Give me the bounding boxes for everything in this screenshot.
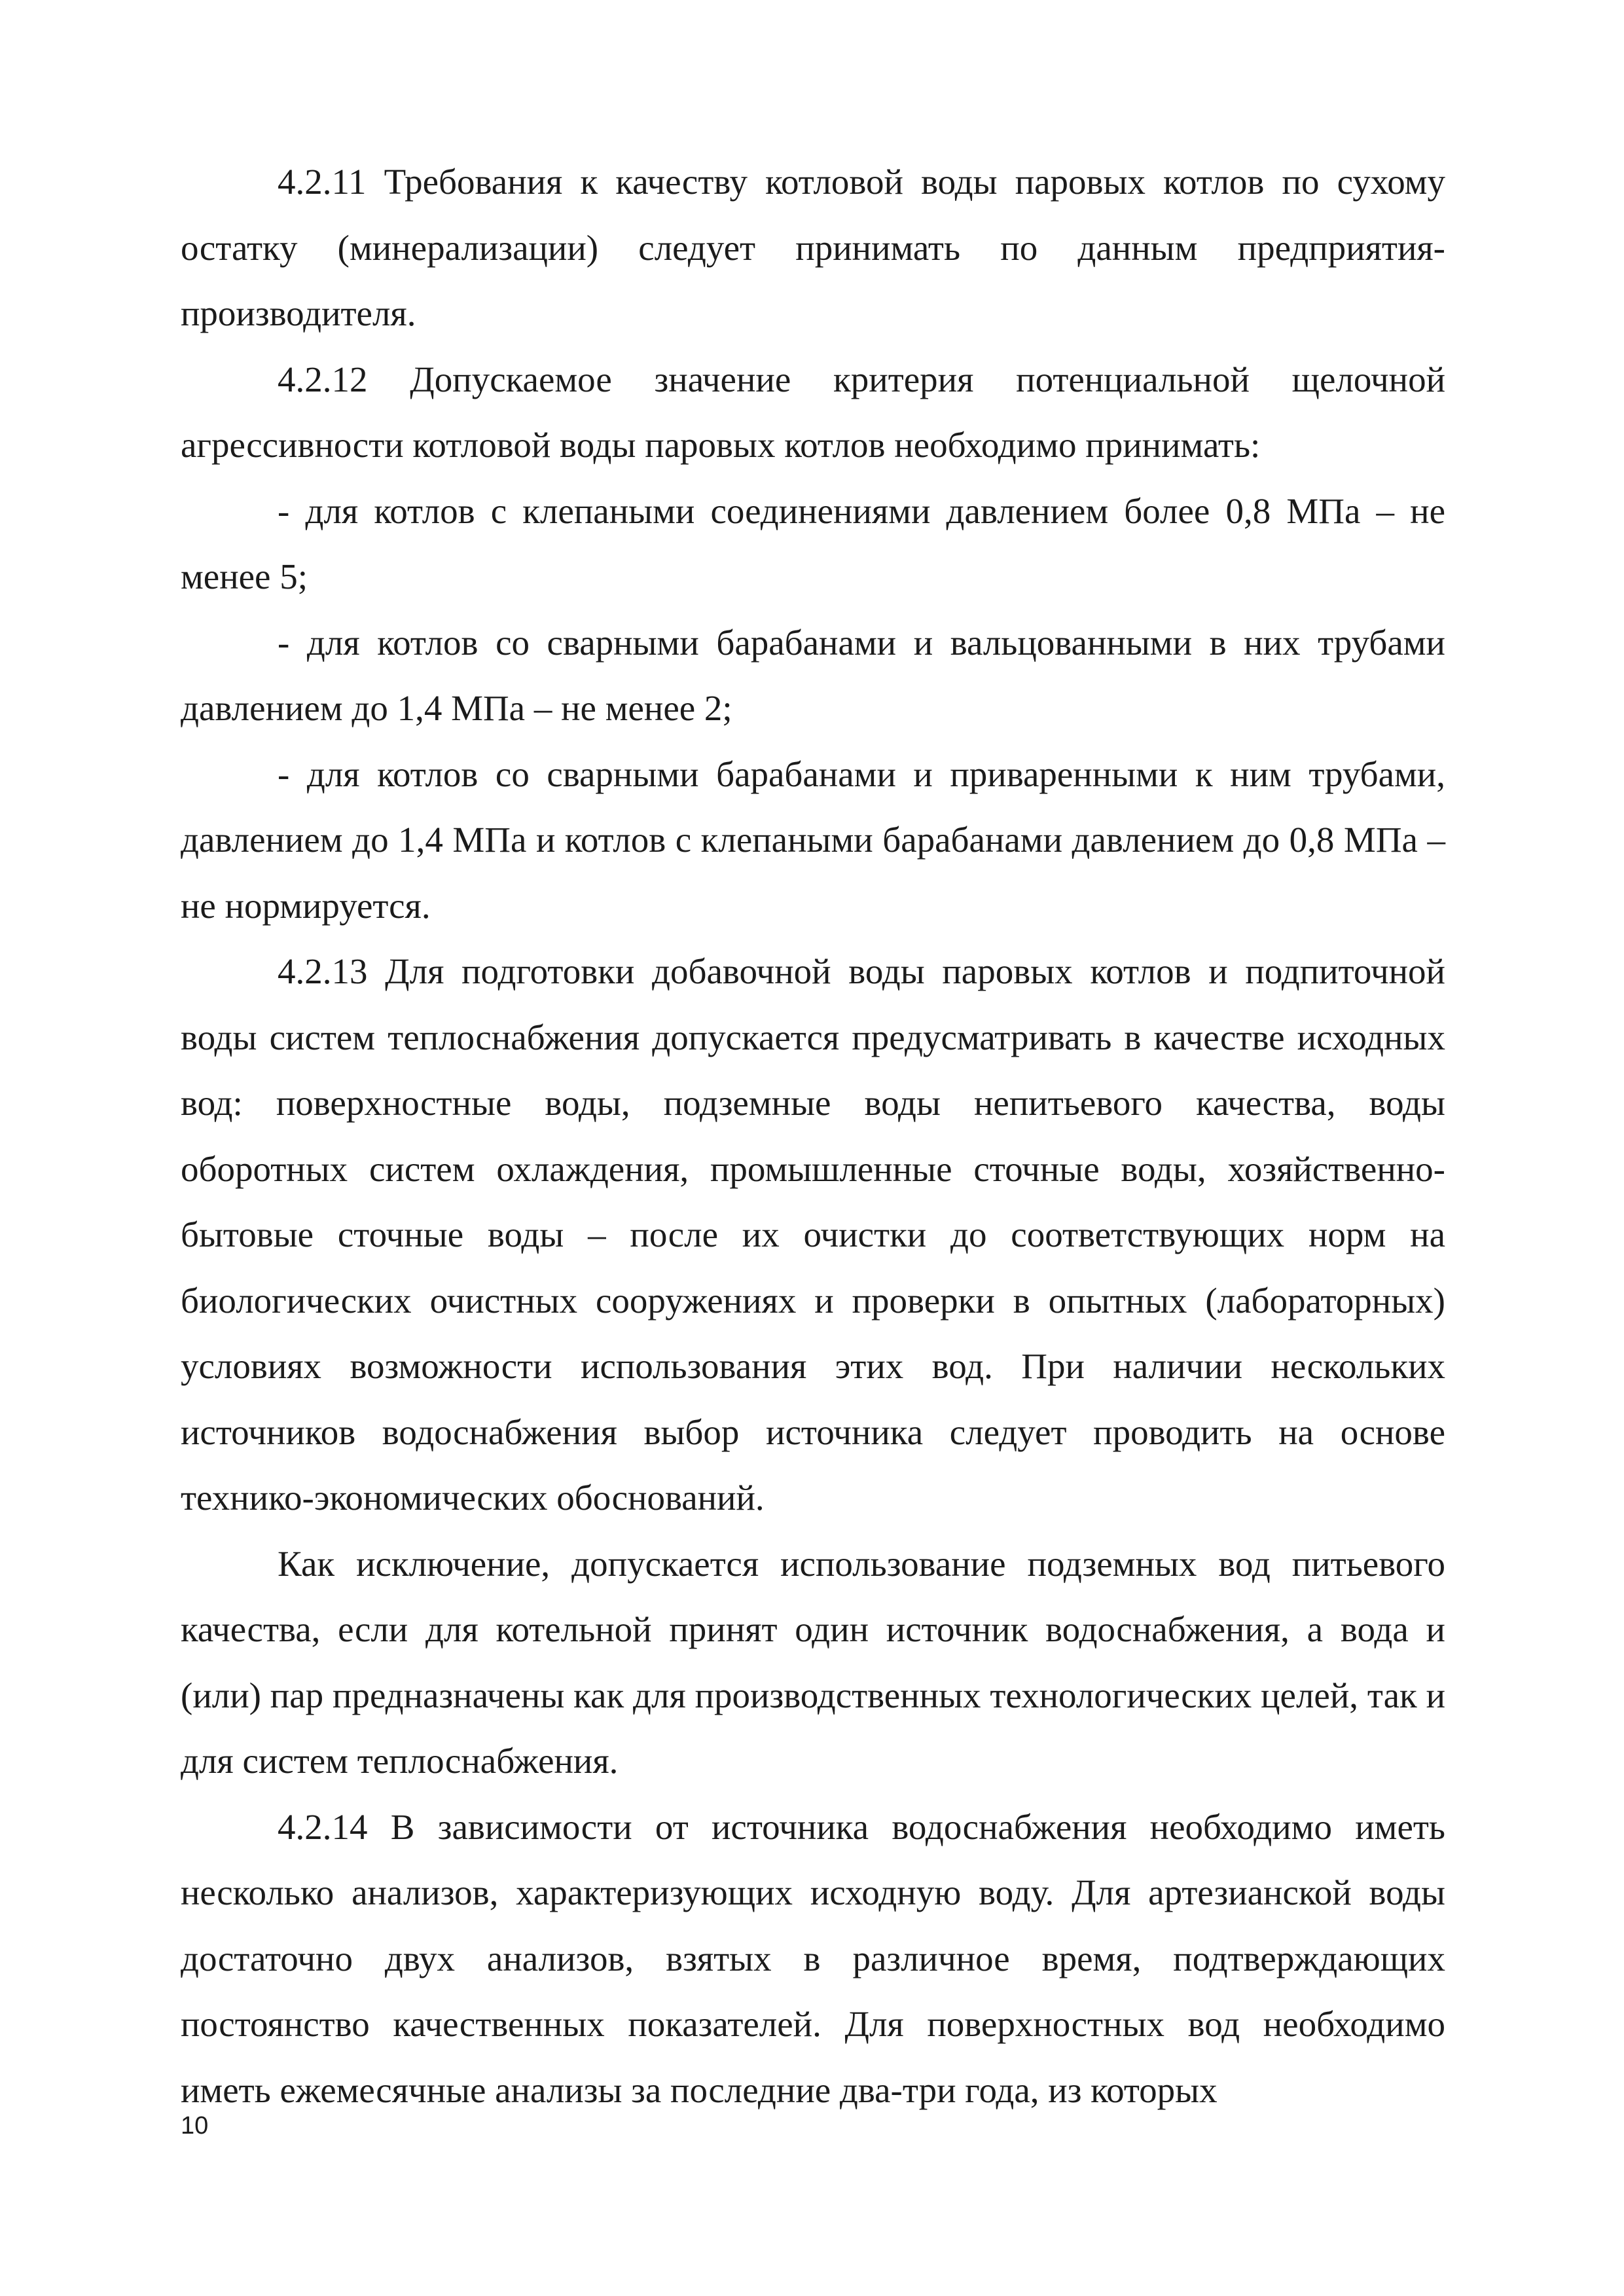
paragraph-4-2-12: 4.2.12 Допускаемое значение критерия потенциальной щелочной агрессивности котловой воды паровых котлов необходимо принимать: <box>181 359 1445 465</box>
paragraph-4-2-14: 4.2.14 В зависимости от источника водоснабжения необходимо иметь несколько анализов, характеризующих исходную воду. Для артезианской воды достаточно двух анализов, взятых в различное время, подтверждающих постоянство качественных показателей. Для поверхностных вод необходимо иметь ежемесячные анализы за последние два-три года, из которых <box>181 1806 1445 2110</box>
paragraph-4-2-11: 4.2.11 Требования к качеству котловой воды паровых котлов по сухому остатку (минерализации) следует принимать по данным предприятия-производителя. <box>181 162 1445 333</box>
list-item-welded-welded-tubes: - для котлов со сварными барабанами и приваренными к ним трубами, давлением до 1,4 МПа и котлов с клепаными барабанами давлением до 0,8 МПа – не нормируется. <box>181 754 1445 926</box>
paragraph-exception: Как исключение, допускается использование подземных вод питьевого качества, если для котельной принят один источник водоснабжения, а вода и (или) пар предназначены как для производственных технологических целей, так и для систем теплоснабжения. <box>181 1543 1445 1781</box>
list-item-welded-rolled-tubes: - для котлов со сварными барабанами и вальцованными в них трубами давлением до 1,4 МПа – не менее 2; <box>181 622 1445 728</box>
paragraph-4-2-13: 4.2.13 Для подготовки добавочной воды паровых котлов и подпиточной воды систем теплоснабжения допускается предусматривать в качестве исходных вод: поверхностные воды, подземные воды непитьевого качества, воды оборотных систем охлаждения, промышленные сточные воды, хозяйственно-бытовые сточные воды – после их очистки до соответствующих норм на биологических очистных сооружениях и проверки в опытных (лабораторных) условиях возможности использования этих вод. При наличии нескольких источников водоснабжения выбор источника следует проводить на основе технико-экономических обоснований. <box>181 951 1445 1518</box>
page-number: 10 <box>181 2112 209 2140</box>
list-item-riveted-joints: - для котлов с клепаными соединениями давлением более 0,8 МПа – не менее 5; <box>181 490 1445 596</box>
document-body <box>181 149 1445 2123</box>
